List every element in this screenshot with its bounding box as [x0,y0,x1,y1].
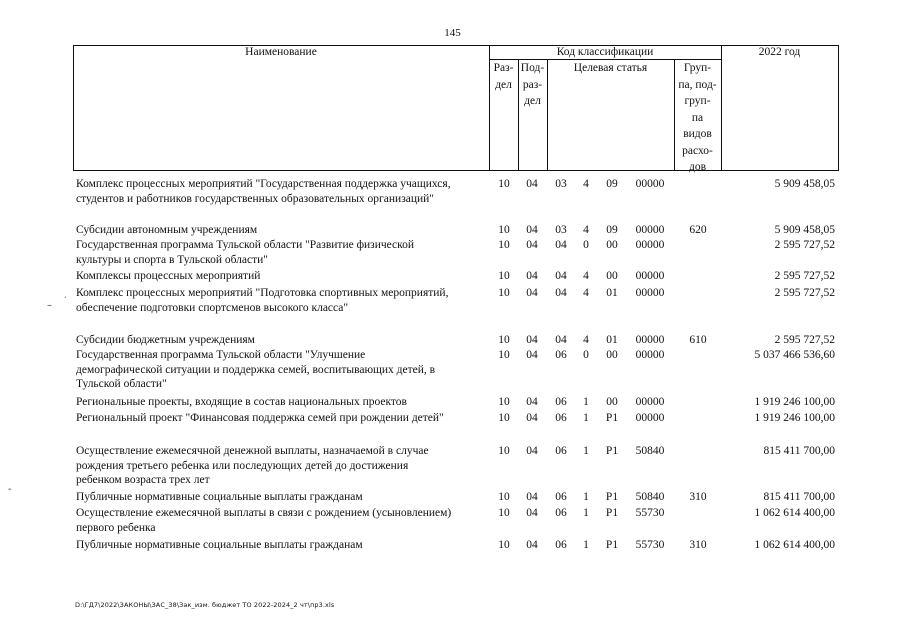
row-amount: 815 411 700,00 [763,491,835,503]
header-code-classification: Код классификации [556,46,654,58]
row-razdel: 10 [498,349,510,361]
row-cs3: 01 [606,287,618,299]
row-cs3: 01 [606,334,618,346]
scan-mark: ´ [63,296,67,305]
row-razdel: 10 [498,334,510,346]
header-year: 2022 год [758,46,801,58]
row-cs3: 09 [606,178,618,190]
row-cs2: 4 [583,287,589,299]
row-cs3: 00 [606,396,618,408]
row-cs4: 00000 [635,224,665,236]
row-cs2: 4 [583,334,589,346]
row-name: Комплекс процессных мероприятий "Подготовка спортивных мероприятий, обеспечение подготовки спортсменов высокого класса" [76,287,449,314]
row-amount: 5 909 458,05 [774,224,835,236]
row-amount: 1 919 246 100,00 [754,412,835,424]
row-podrazdel: 04 [526,224,538,236]
row-razdel: 10 [498,287,510,299]
row-cs4: 50840 [635,445,665,457]
row-amount: 2 595 727,52 [774,239,835,251]
header-target-item: Целевая статья [573,62,648,74]
row-cs1: 06 [555,412,567,424]
row-razdel: 10 [498,239,510,251]
row-amount: 1 919 246 100,00 [754,396,835,408]
row-name: Осуществление ежемесячной денежной выплаты, назначаемой в случае рождения третьего ребенка или последующих детей до достижения ребенком возраста трех лет [76,445,429,487]
row-cs1: 06 [555,445,567,457]
row-cs1: 06 [555,491,567,503]
row-amount: 5 909 458,05 [774,178,835,190]
row-group: 310 [689,491,707,503]
row-name: Комплекс процессных мероприятий "Государственная поддержка учащихся, студентов и работников государственных образовательных организаций" [76,178,451,205]
row-cs1: 03 [555,224,567,236]
row-cs4: 55730 [635,507,665,519]
row-cs1: 04 [555,239,567,251]
row-cs3: P1 [605,507,619,519]
row-cs3: P1 [605,539,619,551]
row-amount: 2 595 727,52 [774,287,835,299]
row-cs1: 03 [555,178,567,190]
row-name: Комплексы процессных мероприятий [76,270,261,282]
row-group: 310 [689,539,707,551]
row-podrazdel: 04 [526,287,538,299]
row-cs3: 00 [606,239,618,251]
row-amount: 5 037 466 536,60 [754,349,835,361]
scan-mark: - [8,484,12,495]
scan-mark: – [47,300,52,311]
row-amount: 1 062 614 400,00 [754,539,835,551]
row-amount: 1 062 614 400,00 [754,507,835,519]
row-podrazdel: 04 [526,334,538,346]
row-cs4: 00000 [635,287,665,299]
row-name: Осуществление ежемесячной выплаты в связи с рождением (усыновлением) первого ребенка [76,507,452,534]
row-name: Публичные нормативные социальные выплаты гражданам [76,491,363,503]
row-podrazdel: 04 [526,412,538,424]
row-podrazdel: 04 [526,507,538,519]
row-cs3: P1 [605,445,619,457]
row-group: 620 [689,224,707,236]
row-cs1: 06 [555,507,567,519]
row-cs4: 50840 [635,491,665,503]
row-cs2: 1 [583,539,589,551]
row-cs2: 1 [583,412,589,424]
row-cs3: P1 [605,412,619,424]
row-razdel: 10 [498,178,510,190]
row-name: Государственная программа Тульской области "Развитие физической культуры и спорта в Тульской области" [76,239,415,266]
row-cs4: 00000 [635,239,665,251]
row-cs3: 00 [606,349,618,361]
row-podrazdel: 04 [526,178,538,190]
header-section: Раз- дел [493,62,514,91]
row-cs1: 06 [555,349,567,361]
row-podrazdel: 04 [526,239,538,251]
row-name: Государственная программа Тульской области "Улучшение демографической ситуации и поддержка семей, воспитывающих детей, в Тульской области" [76,349,436,391]
row-podrazdel: 04 [526,270,538,282]
row-cs2: 0 [583,239,589,251]
row-cs2: 4 [583,178,589,190]
row-cs3: 00 [606,270,618,282]
row-name: Субсидии автономным учреждениям [76,224,258,236]
row-name: Региональные проекты, входящие в состав национальных проектов [76,396,407,408]
row-podrazdel: 04 [526,396,538,408]
row-cs3: P1 [605,491,619,503]
row-cs4: 55730 [635,539,665,551]
header-subsection: Под- раз- дел [520,62,545,107]
row-cs4: 00000 [635,178,665,190]
header-group: Груп- па, под- груп- па видов расхо- дов [678,62,717,173]
row-cs4: 00000 [635,334,665,346]
row-cs2: 4 [583,270,589,282]
row-amount: 2 595 727,52 [774,334,835,346]
page-number: 145 [444,27,461,39]
footer-file-path: D:\ГД7\2022\ЗАКОНЫ\ЗАС_38\Зак_изм. бюджет ТО 2022-2024_2 чт\пр3.xls [75,601,335,609]
row-podrazdel: 04 [526,445,538,457]
row-name: Публичные нормативные социальные выплаты гражданам [76,539,363,551]
row-razdel: 10 [498,412,510,424]
row-group: 610 [689,334,707,346]
row-cs3: 09 [606,224,618,236]
row-cs2: 0 [583,349,589,361]
row-amount: 815 411 700,00 [763,445,835,457]
row-podrazdel: 04 [526,491,538,503]
row-razdel: 10 [498,396,510,408]
row-razdel: 10 [498,491,510,503]
row-cs2: 1 [583,491,589,503]
row-cs2: 4 [583,224,589,236]
row-razdel: 10 [498,224,510,236]
header-name: Наименование [245,46,317,58]
header-right-border [838,45,839,170]
row-cs2: 1 [583,507,589,519]
row-name: Субсидии бюджетным учреждениям [76,334,255,346]
row-cs2: 1 [583,396,589,408]
row-cs1: 06 [555,396,567,408]
header-col-divider [721,45,722,170]
row-razdel: 10 [498,539,510,551]
row-razdel: 10 [498,507,510,519]
row-cs1: 04 [555,334,567,346]
row-amount: 2 595 727,52 [774,270,835,282]
row-cs4: 00000 [635,412,665,424]
row-cs4: 00000 [635,396,665,408]
row-cs4: 00000 [635,270,665,282]
row-podrazdel: 04 [526,539,538,551]
row-razdel: 10 [498,445,510,457]
row-razdel: 10 [498,270,510,282]
header-left-border [73,45,74,170]
header-bottom-border [73,170,839,171]
row-cs1: 04 [555,270,567,282]
row-cs1: 06 [555,539,567,551]
row-name: Региональный проект "Финансовая поддержка семей при рождении детей" [76,412,444,424]
row-podrazdel: 04 [526,349,538,361]
row-cs2: 1 [583,445,589,457]
row-cs1: 04 [555,287,567,299]
row-cs4: 00000 [635,349,665,361]
